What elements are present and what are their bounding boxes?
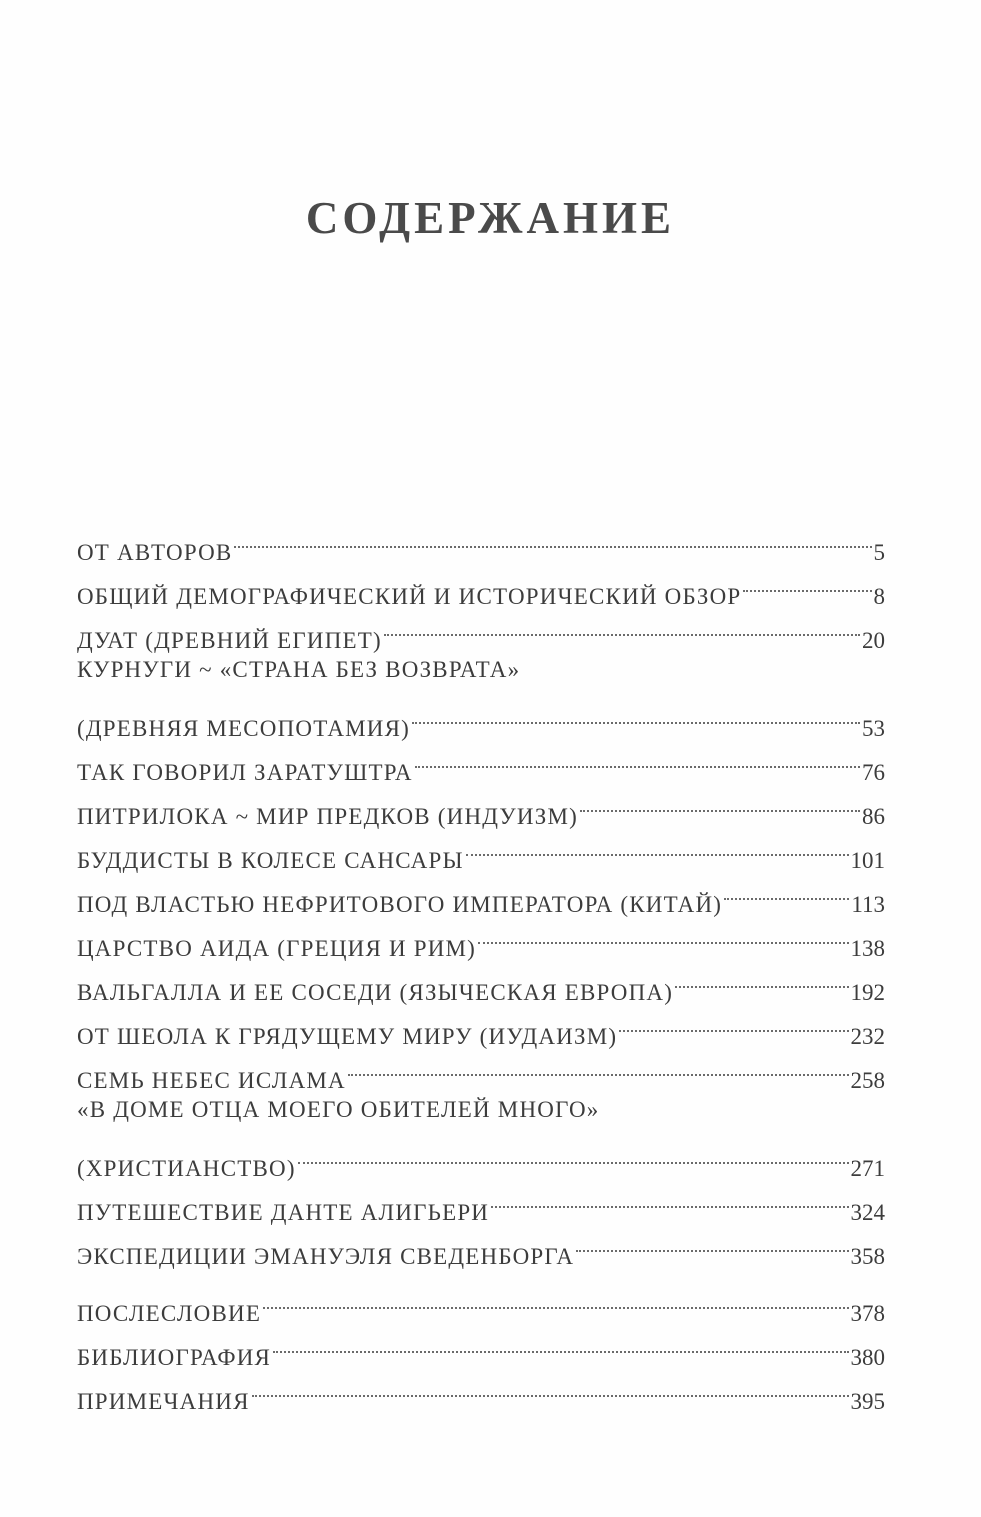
toc-entry-page: 53 bbox=[862, 716, 885, 741]
toc-entry-first-line bbox=[77, 1088, 885, 1132]
toc-entry-page: 86 bbox=[862, 804, 885, 829]
dot-leader bbox=[415, 736, 860, 780]
toc-entry-title: ОТ ШЕОЛА К ГРЯДУЩЕМУ МИРУ (ИУДАИЗМ) bbox=[77, 1024, 618, 1049]
toc-entry-page: 101 bbox=[850, 848, 885, 873]
toc-entry-page: 192 bbox=[850, 980, 885, 1005]
toc-main-list bbox=[77, 516, 885, 1269]
toc-entry-page: 380 bbox=[850, 1345, 885, 1370]
dot-leader bbox=[675, 956, 848, 1000]
toc-entry-title: ПРИМЕЧАНИЯ bbox=[77, 1389, 250, 1414]
toc-entry bbox=[77, 692, 885, 741]
dot-leader bbox=[743, 560, 871, 604]
toc-entry-title: «В ДОМЕ ОТЦА МОЕГО ОБИТЕЛЕЙ МНОГО» bbox=[77, 1097, 600, 1122]
toc-entry-title: ПОД ВЛАСТЬЮ НЕФРИТОВОГО ИМПЕРАТОРА (КИТАЙ) bbox=[77, 892, 723, 917]
toc-entry-page: 271 bbox=[850, 1156, 885, 1181]
dot-leader bbox=[412, 692, 860, 736]
toc-entry-title: (ДРЕВНЯЯ МЕСОПОТАМИЯ) bbox=[77, 716, 411, 741]
toc-entry-first-line bbox=[77, 648, 885, 692]
dot-leader bbox=[466, 824, 849, 868]
toc-entry-page: 8 bbox=[873, 584, 885, 609]
toc-entry-page: 324 bbox=[850, 1200, 885, 1225]
dot-leader bbox=[298, 1132, 849, 1176]
dot-leader bbox=[348, 1044, 849, 1088]
toc-entry bbox=[77, 516, 885, 565]
toc-entry-title: КУРНУГИ ~ «СТРАНА БЕЗ ВОЗВРАТА» bbox=[77, 657, 521, 682]
toc-entry-title: СЕМЬ НЕБЕС ИСЛАМА bbox=[77, 1068, 346, 1093]
toc-entry-page: 378 bbox=[850, 1301, 885, 1326]
toc-entry-page: 113 bbox=[851, 892, 885, 917]
toc-entry-page: 395 bbox=[850, 1389, 885, 1414]
dot-leader bbox=[619, 1000, 848, 1044]
toc-entry bbox=[77, 1132, 885, 1181]
toc-entry-title: ВАЛЬГАЛЛА И ЕЕ СОСЕДИ (ЯЗЫЧЕСКАЯ ЕВРОПА) bbox=[77, 980, 674, 1005]
toc-back-matter-list bbox=[77, 1277, 885, 1414]
dot-leader bbox=[576, 1220, 848, 1264]
dot-leader bbox=[273, 1321, 848, 1365]
toc-entry-title: ОТ АВТОРОВ bbox=[77, 540, 233, 565]
toc-entry-title: ОБЩИЙ ДЕМОГРАФИЧЕСКИЙ И ИСТОРИЧЕСКИЙ ОБЗОР bbox=[77, 584, 742, 609]
toc-entry-title: ЦАРСТВО АИДА (ГРЕЦИЯ И РИМ) bbox=[77, 936, 477, 961]
dot-leader bbox=[234, 516, 871, 560]
toc-entry-page: 76 bbox=[862, 760, 885, 785]
toc-entry-page: 20 bbox=[862, 628, 885, 653]
toc-entry-title: ПИТРИЛОКА ~ МИР ПРЕДКОВ (ИНДУИЗМ) bbox=[77, 804, 578, 829]
toc-entry-title: ДУАТ (ДРЕВНИЙ ЕГИПЕТ) bbox=[77, 628, 382, 653]
toc-entry-title: БИБЛИОГРАФИЯ bbox=[77, 1345, 272, 1370]
toc-entry-title: БУДДИСТЫ В КОЛЕСЕ САНСАРЫ bbox=[77, 848, 464, 873]
toc-entry-page: 5 bbox=[873, 540, 885, 565]
toc-entry-title: (ХРИСТИАНСТВО) bbox=[77, 1156, 296, 1181]
toc-entry-title: ПУТЕШЕСТВИЕ ДАНТЕ АЛИГЬЕРИ bbox=[77, 1200, 490, 1225]
toc-entry-page: 138 bbox=[850, 936, 885, 961]
toc-entry-page: 258 bbox=[850, 1068, 885, 1093]
dot-leader bbox=[724, 868, 849, 912]
toc-entry-title: ТАК ГОВОРИЛ ЗАРАТУШТРА bbox=[77, 760, 413, 785]
toc-entry-page: 358 bbox=[850, 1244, 885, 1269]
dot-leader bbox=[491, 1176, 848, 1220]
dot-leader bbox=[252, 1365, 849, 1409]
toc-entry-page: 232 bbox=[850, 1024, 885, 1049]
toc-entry bbox=[77, 1277, 885, 1326]
dot-leader bbox=[478, 912, 848, 956]
dot-leader bbox=[580, 780, 860, 824]
page-title: СОДЕРЖАНИЕ bbox=[305, 193, 676, 243]
dot-leader bbox=[384, 604, 860, 648]
toc-entry-title: ЭКСПЕДИЦИИ ЭМАНУЭЛЯ СВЕДЕНБОРГА bbox=[77, 1244, 575, 1269]
dot-leader bbox=[263, 1277, 848, 1321]
toc-entry-title: ПОСЛЕСЛОВИЕ bbox=[77, 1301, 262, 1326]
